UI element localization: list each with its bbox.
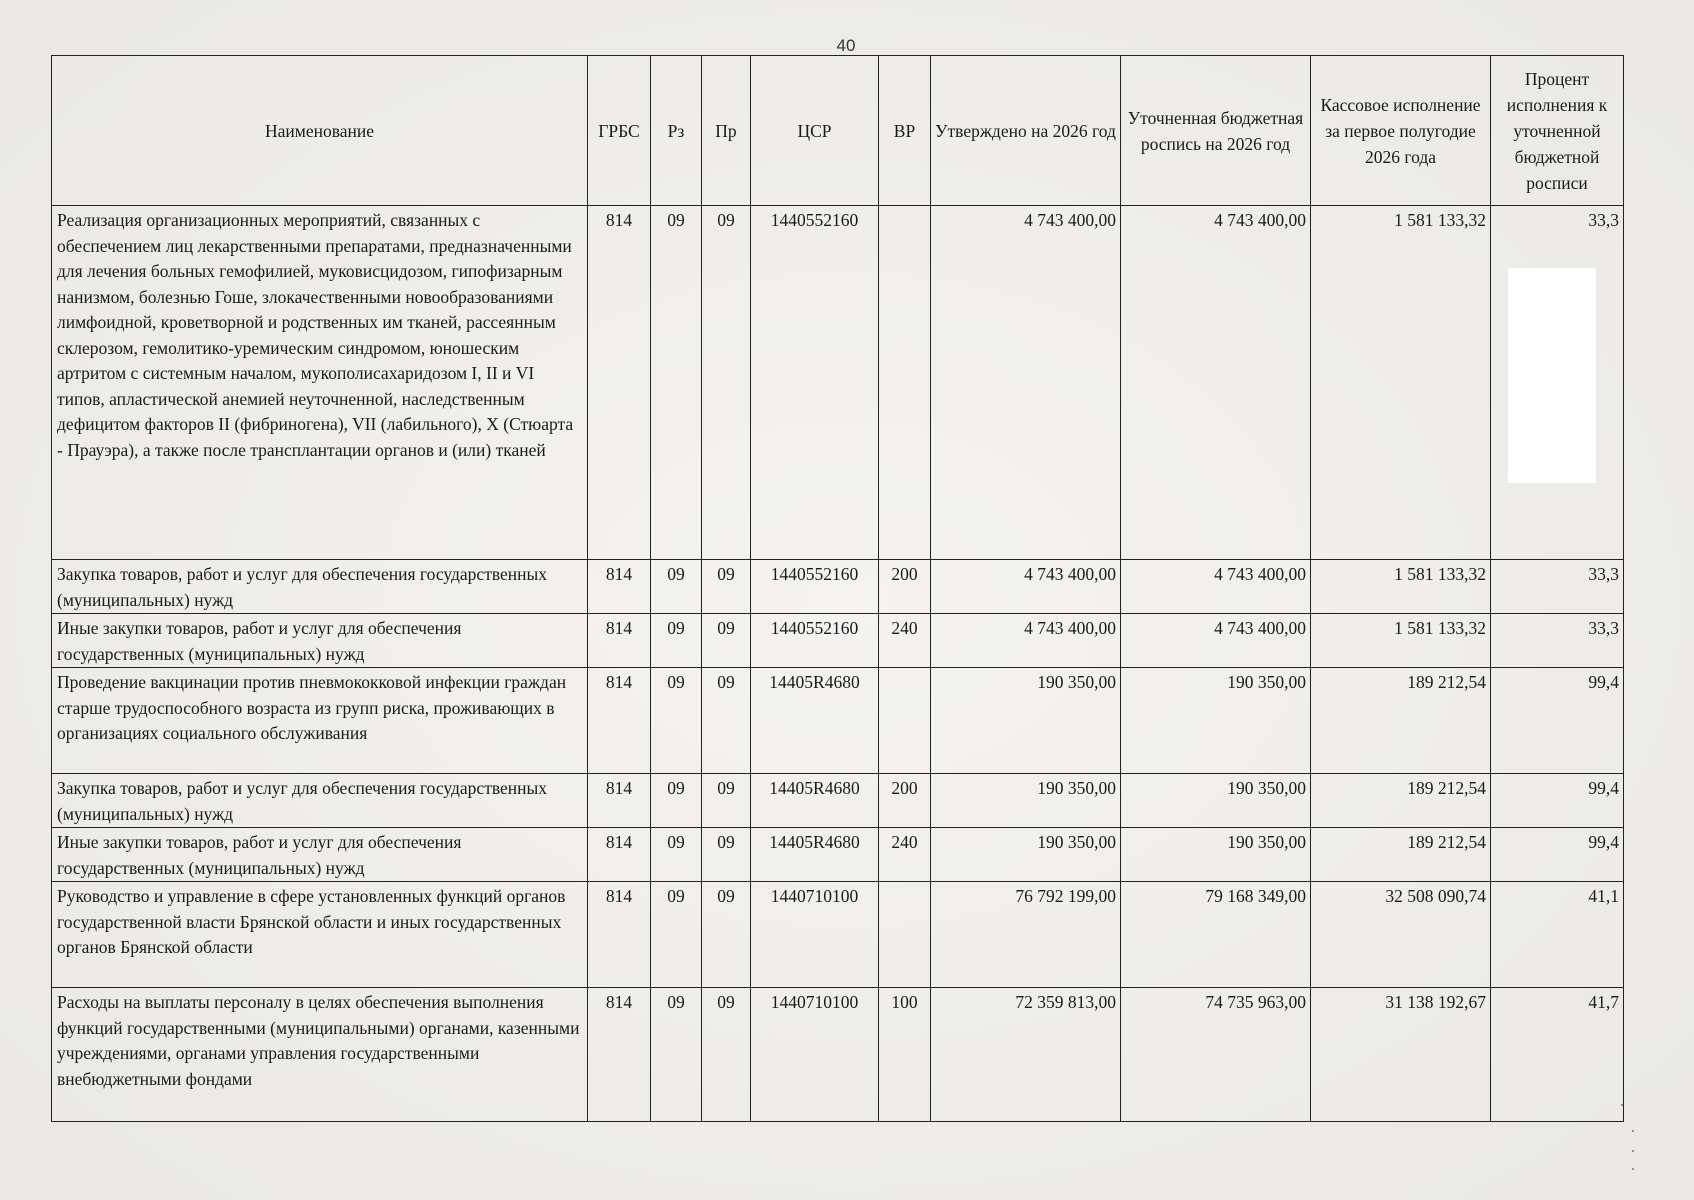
row-grbs: 814 bbox=[588, 560, 651, 614]
row-grbs: 814 bbox=[588, 206, 651, 560]
row-percent: 33,3 bbox=[1491, 560, 1624, 614]
row-refined: 190 350,00 bbox=[1121, 774, 1311, 828]
table-row bbox=[52, 560, 1624, 614]
row-pr: 09 bbox=[702, 988, 751, 1122]
row-rz: 09 bbox=[651, 560, 702, 614]
row-rz: 09 bbox=[651, 206, 702, 560]
row-refined: 4 743 400,00 bbox=[1121, 206, 1311, 560]
header-approved: Утверждено на 2026 год bbox=[931, 56, 1121, 206]
row-grbs: 814 bbox=[588, 614, 651, 668]
table-row bbox=[52, 828, 1624, 882]
row-cash: 1 581 133,32 bbox=[1311, 560, 1491, 614]
row-csr: 1440710100 bbox=[751, 988, 879, 1122]
row-name: Закупка товаров, работ и услуг для обеспечения государственных (муниципальных) нужд bbox=[52, 560, 588, 614]
row-percent: 99,4 bbox=[1491, 668, 1624, 774]
row-vr: 200 bbox=[879, 560, 931, 614]
row-vr: 100 bbox=[879, 988, 931, 1122]
row-name: Расходы на выплаты персоналу в целях обеспечения выполнения функций государственными (муниципальными) органами, казенными учреждениями, органами управления государственными внебюджетными фондами bbox=[52, 988, 588, 1122]
row-csr: 1440710100 bbox=[751, 882, 879, 988]
row-grbs: 814 bbox=[588, 882, 651, 988]
row-rz: 09 bbox=[651, 828, 702, 882]
budget-table bbox=[51, 55, 1624, 1122]
row-percent: 41,7 bbox=[1491, 988, 1624, 1122]
row-percent: 33,3 bbox=[1491, 206, 1624, 560]
row-percent: 41,1 bbox=[1491, 882, 1624, 988]
row-cash: 189 212,54 bbox=[1311, 668, 1491, 774]
row-approved: 76 792 199,00 bbox=[931, 882, 1121, 988]
row-refined: 190 350,00 bbox=[1121, 668, 1311, 774]
row-name: Закупка товаров, работ и услуг для обеспечения государственных (муниципальных) нужд bbox=[52, 774, 588, 828]
row-csr: 1440552160 bbox=[751, 614, 879, 668]
row-approved: 190 350,00 bbox=[931, 774, 1121, 828]
header-percent: Процент исполнения к уточненной бюджетной росписи bbox=[1491, 56, 1624, 206]
header-rz: Рз bbox=[651, 56, 702, 206]
row-approved: 4 743 400,00 bbox=[931, 560, 1121, 614]
table-header-row bbox=[52, 56, 1624, 206]
header-name: Наименование bbox=[52, 56, 588, 206]
row-refined: 4 743 400,00 bbox=[1121, 560, 1311, 614]
row-csr: 1440552160 bbox=[751, 206, 879, 560]
table-row bbox=[52, 882, 1624, 988]
scan-speck bbox=[1632, 1130, 1634, 1132]
row-pr: 09 bbox=[702, 668, 751, 774]
row-rz: 09 bbox=[651, 988, 702, 1122]
header-csr: ЦСР bbox=[751, 56, 879, 206]
row-csr: 14405R4680 bbox=[751, 668, 879, 774]
row-rz: 09 bbox=[651, 882, 702, 988]
row-grbs: 814 bbox=[588, 988, 651, 1122]
row-vr bbox=[879, 668, 931, 774]
row-grbs: 814 bbox=[588, 668, 651, 774]
row-pr: 09 bbox=[702, 614, 751, 668]
row-rz: 09 bbox=[651, 614, 702, 668]
redaction-patch bbox=[1508, 268, 1596, 483]
row-rz: 09 bbox=[651, 774, 702, 828]
row-pr: 09 bbox=[702, 828, 751, 882]
row-approved: 4 743 400,00 bbox=[931, 614, 1121, 668]
header-vr: ВР bbox=[879, 56, 931, 206]
table-row bbox=[52, 206, 1624, 560]
row-refined: 79 168 349,00 bbox=[1121, 882, 1311, 988]
row-approved: 4 743 400,00 bbox=[931, 206, 1121, 560]
header-cash: Кассовое исполнение за первое полугодие 2026 года bbox=[1311, 56, 1491, 206]
row-cash: 189 212,54 bbox=[1311, 828, 1491, 882]
row-percent: 99,4 bbox=[1491, 828, 1624, 882]
row-pr: 09 bbox=[702, 560, 751, 614]
row-name: Проведение вакцинации против пневмококковой инфекции граждан старше трудоспособного возраста из групп риска, проживающих в организациях социального обслуживания bbox=[52, 668, 588, 774]
row-cash: 32 508 090,74 bbox=[1311, 882, 1491, 988]
row-refined: 190 350,00 bbox=[1121, 828, 1311, 882]
row-vr bbox=[879, 206, 931, 560]
table-row bbox=[52, 668, 1624, 774]
row-grbs: 814 bbox=[588, 828, 651, 882]
row-approved: 190 350,00 bbox=[931, 668, 1121, 774]
row-vr bbox=[879, 882, 931, 988]
row-cash: 189 212,54 bbox=[1311, 774, 1491, 828]
row-name: Иные закупки товаров, работ и услуг для обеспечения государственных (муниципальных) нужд bbox=[52, 828, 588, 882]
row-grbs: 814 bbox=[588, 774, 651, 828]
row-refined: 74 735 963,00 bbox=[1121, 988, 1311, 1122]
row-vr: 240 bbox=[879, 614, 931, 668]
header-refined: Уточненная бюджетная роспись на 2026 год bbox=[1121, 56, 1311, 206]
row-cash: 1 581 133,32 bbox=[1311, 206, 1491, 560]
table-row bbox=[52, 614, 1624, 668]
scan-speck bbox=[1632, 1150, 1634, 1152]
row-vr: 200 bbox=[879, 774, 931, 828]
row-vr: 240 bbox=[879, 828, 931, 882]
row-cash: 1 581 133,32 bbox=[1311, 614, 1491, 668]
row-csr: 14405R4680 bbox=[751, 774, 879, 828]
row-cash: 31 138 192,67 bbox=[1311, 988, 1491, 1122]
row-name: Реализация организационных мероприятий, связанных с обеспечением лиц лекарственными препаратами, предназначенными для лечения больных гемофилией, муковисцидозом, гипофизарным нанизмом, болезнью Гоше, злокачественными новообразованиями лимфоидной, кроветворной и родственных им тканей, рассеянным склерозом, гемолитико-уремическим синдромом, юношеским артритом с системным началом, мукополисахаридозом I, II и VI типов, апластической анемией неуточненной, наследственным дефицитом факторов II (фибриногена), VII (лабильного), X (Стюарта - Прауэра), а также после трансплантации органов и (или) тканей bbox=[52, 206, 588, 560]
row-pr: 09 bbox=[702, 882, 751, 988]
row-csr: 1440552160 bbox=[751, 560, 879, 614]
table-row bbox=[52, 988, 1624, 1122]
row-percent: 99,4 bbox=[1491, 774, 1624, 828]
row-refined: 4 743 400,00 bbox=[1121, 614, 1311, 668]
row-pr: 09 bbox=[702, 774, 751, 828]
row-approved: 190 350,00 bbox=[931, 828, 1121, 882]
row-name: Иные закупки товаров, работ и услуг для обеспечения государственных (муниципальных) нужд bbox=[52, 614, 588, 668]
scan-speck bbox=[1632, 1168, 1634, 1170]
row-name: Руководство и управление в сфере установленных функций органов государственной власти Брянской области и иных государственных органов Брянской области bbox=[52, 882, 588, 988]
page-number: 40 bbox=[836, 36, 856, 55]
row-pr: 09 bbox=[702, 206, 751, 560]
header-pr: Пр bbox=[702, 56, 751, 206]
scan-speck bbox=[1621, 1104, 1623, 1106]
row-percent: 33,3 bbox=[1491, 614, 1624, 668]
row-approved: 72 359 813,00 bbox=[931, 988, 1121, 1122]
header-grbs: ГРБС bbox=[588, 56, 651, 206]
table-row bbox=[52, 774, 1624, 828]
row-csr: 14405R4680 bbox=[751, 828, 879, 882]
row-rz: 09 bbox=[651, 668, 702, 774]
